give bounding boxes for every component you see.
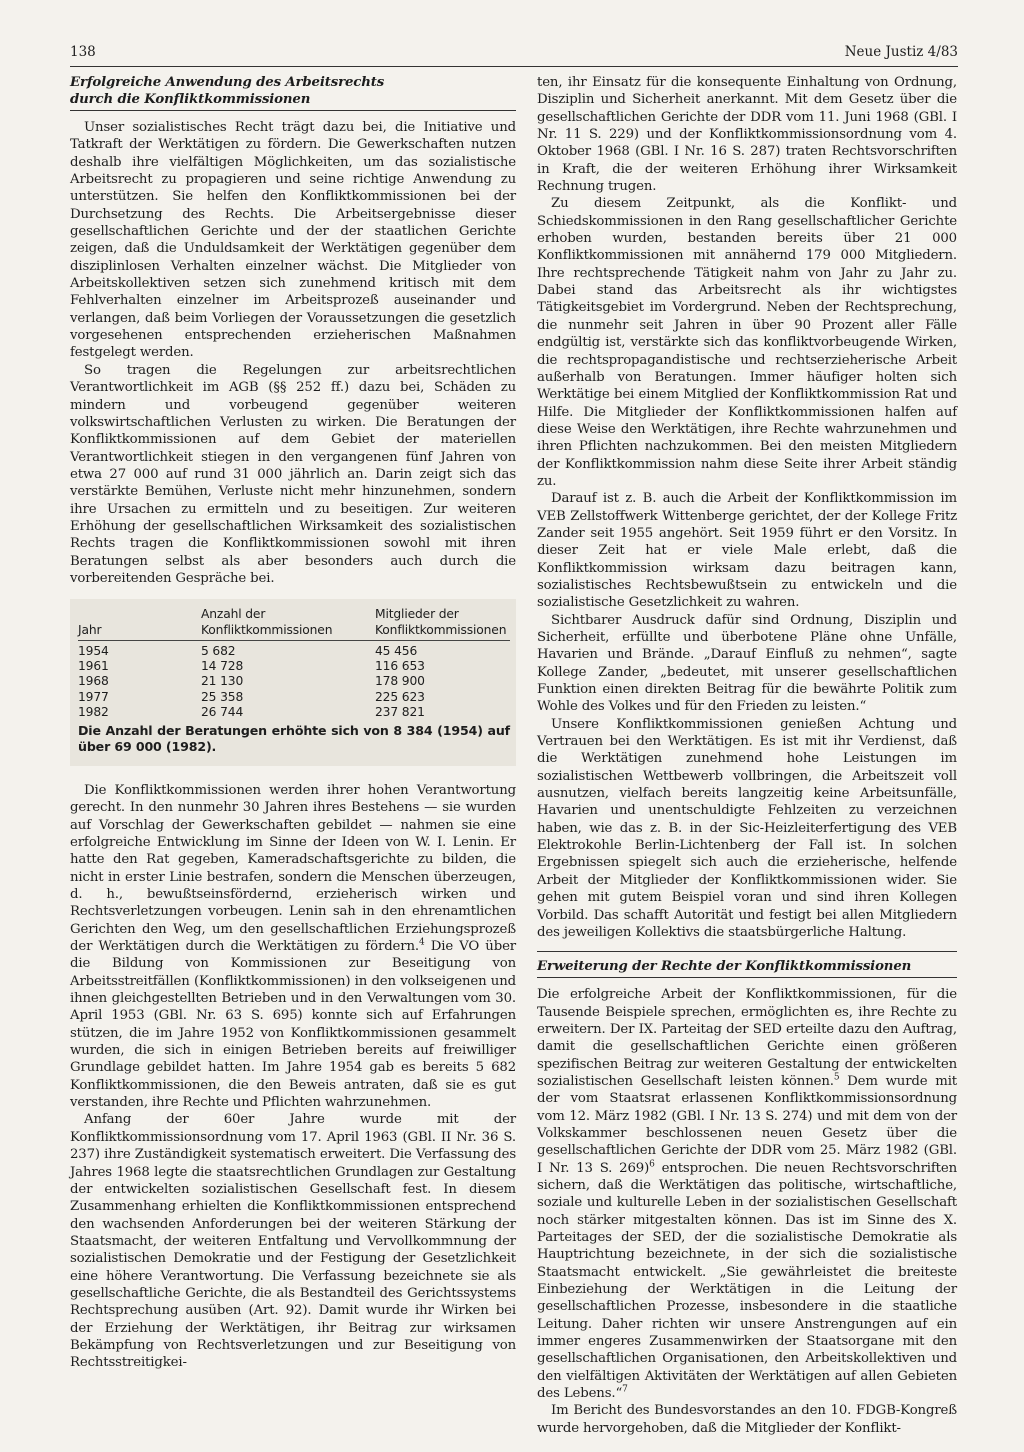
table-cell-members: 178 900 bbox=[375, 674, 425, 689]
table-cell-year: 1977 bbox=[78, 689, 109, 704]
statistics-table bbox=[70, 599, 516, 766]
paragraph-text: Die erfolgreiche Arbeit der Konfliktkommissionen, für die Tausende Beispiele sprechen, ermöglichten es, ihre Rechte zu erweitern. Der IX. Parteitag der SED erteilte dazu den Auftrag, damit die gesellschaftlichen Gerichte einen größeren spezifischen Beitrag zur weiteren Gestaltung der entwickelten sozialistischen Gesellschaft leisten können. bbox=[537, 987, 957, 1089]
page-header bbox=[70, 40, 958, 67]
section-heading-1-line2: durch die Konfliktkommissionen bbox=[70, 92, 311, 107]
table-cell-members: 116 653 bbox=[375, 659, 425, 674]
table-cell-year: 1954 bbox=[78, 643, 109, 658]
table-cell-count: 5 682 bbox=[201, 643, 236, 658]
paragraph: Im Bericht des Bundesvorstandes an den 10. FDGB-Kongreß wurde hervorgehoben, daß die Mitglieder der Konflikt- bbox=[537, 1403, 957, 1436]
paragraph: Sichtbarer Ausdruck dafür sind Ordnung, Disziplin und Sicherheit, erfüllte und überbotene Pläne ohne Unfälle, Havarien und Brände. „Darauf Einfluß zu nehmen“, sagte Kollege Zander, „bedeutet, mit unserer gesellschaftlichen Funktion einen direkten Beitrag für die bewährte Politik zum Wohle des Volkes und für den Frieden zu leisten.“ bbox=[537, 612, 957, 715]
table-row bbox=[78, 705, 510, 720]
table-cell-count: 26 744 bbox=[201, 705, 244, 720]
paragraph: Unsere Konfliktkommissionen genießen Achtung und Vertrauen bei den Werktätigen. Es ist mit ihr Verdienst, daß die Werktätigen zunehmend hohe Leistungen im sozialistischen Wettbewerb vollbringen, die Arbeitszeit voll ausnutzen, vielfach bereits langzeitig keine Arbeitsunfälle, Havarien und unentschuldigte Fehlzeiten zu verzeichnen haben, wie das z. B. in der Sic-Heizleiterfertigung des VEB Elektrokohle Berlin-Lichtenberg der Fall ist. In solchen Ergebnissen spiegelt sich auch die erzieherische, helfende Arbeit der Mitglieder der Konfliktkommissionen wider. Sie gehen mit gutem Beispiel voran und sind ihren Kollegen Vorbild. Das schafft Autorität und festigt bei allen Mitgliedern des jeweiligen Kollektivs die staatsbürgerliche Haltung. bbox=[537, 716, 957, 940]
paragraph bbox=[70, 782, 516, 1112]
footnote-ref: 7 bbox=[622, 1384, 628, 1395]
paragraph: Zu diesem Zeitpunkt, als die Konflikt- und Schiedskommissionen in den Rang gesellschaftlicher Gerichte erhoben wurden, bestanden bereits über 21 000 Konfliktkommissionen mit annähernd 179 000 Mitgliedern. Ihre rechtsprechende Tätigkeit nahm von Jahr zu Jahr zu. Dabei stand das Arbeitsrecht als ihr wichtigstes Tätigkeitsgebiet im Vordergrund. Neben der Rechtsprechung, die nunmehr seit Jahren in über 90 Prozent aller Fälle endgültig ist, verstärkte sich das konfliktvorbeugende Wirken, die rechtspropagandistische und rechtserzieherische Arbeit außerhalb von Beratungen. Immer häufiger holten sich Werktätige bei einem Mitglied der Konfliktkommission Rat und Hilfe. Die Mitglieder der Konfliktkommissionen halfen auf diese Weise den Werktätigen, ihre Rechte wahrzunehmen und ihren Pflichten nachzukommen. Bei den meisten Mitgliedern der Konfliktkommission nahm diese Seite ihrer Arbeit ständig zu. bbox=[537, 196, 957, 489]
column-header-members: Mitglieder der Konfliktkommissionen bbox=[359, 607, 510, 640]
column-header-count: Anzahl der Konfliktkommissionen bbox=[183, 607, 359, 640]
paragraph-text: Die VO über die Bildung von Kommissionen zur Beseitigung von Arbeitsstreitfällen (Konfliktkommissionen) in den volkseigenen und ihnen gleichgestellten Betrieben und in den Verwaltungen vom 30. April 1953 (GBl. Nr. 63 S. 695) konnte sich auf Erfahrungen stützen, die im Jahre 1952 von Konfliktkommissionen gesammelt wurden, die sich in einigen Betrieben bereits auf freiwilliger Grundlage gebildet hatten. Im Jahre 1954 gab es bereits 5 682 Konfliktkommissionen, die den Beweis antraten, daß sie es gut verstanden, ihre Rechte und Pflichten wahrzunehmen. bbox=[70, 939, 517, 1111]
footnote-ref: 4 bbox=[418, 937, 425, 948]
table-row bbox=[78, 690, 510, 705]
footnote-ref: 5 bbox=[833, 1072, 840, 1083]
table-cell-members: 237 821 bbox=[375, 705, 425, 720]
paragraph bbox=[537, 986, 957, 1402]
table-cell-members: 225 623 bbox=[375, 689, 425, 704]
section-heading-2: Erweiterung der Rechte der Konfliktkommissionen bbox=[537, 951, 957, 978]
section-heading-1 bbox=[70, 74, 516, 111]
paragraph: Darauf ist z. B. auch die Arbeit der Konfliktkommission im VEB Zellstoffwerk Wittenberge gerichtet, der der Kollege Fritz Zander seit 1955 angehört. Seit 1959 führt er den Vorsitz. In dieser Zeit hat er viele Male erlebt, daß die Konfliktkommission wirksam dazu beitragen kann, sozialistisches Rechtsbewußtsein zu entwickeln und die sozialistische Gesetzlichkeit zu wahren. bbox=[537, 491, 957, 611]
table-cell-count: 25 358 bbox=[201, 689, 244, 704]
journal-issue: Neue Justiz 4/83 bbox=[844, 44, 958, 60]
section-heading-1-line1: Erfolgreiche Anwendung des Arbeitsrechts bbox=[70, 75, 385, 90]
table-cell-year: 1968 bbox=[78, 674, 109, 689]
paragraph: Anfang der 60er Jahre wurde mit der Konfliktkommissionsordnung vom 17. April 1963 (GBl. II Nr. 36 S. 237) ihre Zuständigkeit systematisch erweitert. Die Verfassung des Jahres 1968 legte die staatsrechtlichen Grundlagen zur Gestaltung der entwickelten sozialistischen Gesellschaft fest. In diesem Zusammenhang erhielten die Konfliktkommissionen entsprechend den wachsenden Anforderungen bei der weiteren Stärkung der Staatsmacht, der weiteren Entfaltung und Vervollkommnung der sozialistischen Demokratie und der Festigung der Gesetzlichkeit eine höhere Verantwortung. Die Verfassung bezeichnete sie als gesellschaftliche Gerichte, die als Bestandteil des Gerichtssystems Rechtsprechung ausüben (Art. 92). Damit wurde ihr Wirken bei der Erziehung der Werktätigen, ihr Beitrag zur wirksamen Bekämpfung von Rechtsverletzungen und zur Beseitigung von Rechtsstreitigkei- bbox=[70, 1112, 516, 1371]
paragraph: ten, ihr Einsatz für die konsequente Einhaltung von Ordnung, Disziplin und Sicherheit anerkannt. Mit dem Gesetz über die gesellschaftlichen Gerichte der DDR vom 11. Juni 1968 (GBl. I Nr. 11 S. 229) und der Konfliktkommissionsordnung vom 4. Oktober 1968 (GBl. I Nr. 16 S. 287) traten Rechtsvorschriften in Kraft, die der weiteren Erhöhung ihrer Wirksamkeit Rechnung trugen. bbox=[537, 75, 957, 195]
table-row bbox=[78, 640, 510, 659]
paragraph: So tragen die Regelungen zur arbeitsrechtlichen Verantwortlichkeit im AGB (§§ 252 ff.) dazu bei, Schäden zu mindern und vorbeugend gegenüber weiteren volkswirtschaftlichen Verlusten zu wirken. Die Beratungen der Konfliktkommissionen auf dem Gebiet der materiellen Verantwortlichkeit stiegen in den vergangenen fünf Jahren von etwa 27 000 auf rund 31 000 jährlich an. Darin zeigt sich das verstärkte Bemühen, Verluste nicht mehr hinzunehmen, sondern ihre Ursachen zu ermitteln und zu beseitigen. Zur weiteren Erhöhung der gesellschaftlichen Wirksamkeit des sozialistischen Rechts tragen die Konfliktkommissionen sowohl mit ihren Beratungen selbst als aber besonders auch durch die vorbereitenden Gespräche bei. bbox=[70, 362, 516, 586]
table-cell-year: 1982 bbox=[78, 705, 109, 720]
paragraph: Unser sozialistisches Recht trägt dazu bei, die Initiative und Tatkraft der Werktätigen zu fördern. Die Gewerkschaften nutzen deshalb ihre vielfältigen Möglichkeiten, um das sozialistische Arbeitsrecht zu propagieren und seine richtige Anwendung zu unterstützen. Sie helfen den Konfliktkommissionen bei der Durchsetzung des Rechts. Die Arbeitsergebnisse dieser gesellschaftlichen Gerichte und der der staatlichen Gerichte zeigen, daß die Unduldsamkeit der Werktätigen gegenüber dem disziplinlosen Verhalten einzelner wächst. Die Mitglieder von Arbeitskollektiven setzen sich zunehmend kritisch mit dem Fehlverhalten einzelner im Arbeitsprozeß auseinander und verlangen, daß beim Vorliegen der Voraussetzungen die gesetzlich vorgesehenen entsprechenden erzieherischen Maßnahmen festgelegt werden. bbox=[70, 120, 516, 361]
left-column bbox=[70, 74, 516, 1372]
right-column bbox=[537, 74, 957, 1437]
paragraph-text: entsprochen. Die neuen Rechtsvorschriften sichern, daß die Werktätigen das politische, wirtschaftliche, soziale und kulturelle Leben in der sozialistischen Gesellschaft noch stärker mitgestalten können. Das ist im Sinne des X. Parteitages der SED, der die sozialistische Demokratie als Hauptrichtung bezeichnete, in der sich die sozialistische Staatsmacht entwickelt. „Sie gewährleistet die breiteste Einbeziehung der Werktätigen in die Leitung der gesellschaftlichen Prozesse, insbesondere in die staatliche Leitung. Daher richten wir unsere Anstrengungen auf ein immer engeres Zusammenwirken der Staatsorgane mit den gesellschaftlichen Organisationen, den Arbeitskollektiven und den vielfältigen Aktivitäten der Werktätigen auf allen Gebieten des Lebens.“ bbox=[537, 1160, 957, 1402]
table-cell-count: 14 728 bbox=[201, 659, 244, 674]
column-header-year: Jahr bbox=[78, 607, 183, 640]
table-cell-members: 45 456 bbox=[375, 643, 418, 658]
table-note: Die Anzahl der Beratungen erhöhte sich von 8 384 (1954) auf über 69 000 (1982). bbox=[78, 723, 510, 754]
paragraph-text: Die Konfliktkommissionen werden ihrer hohen Verantwortung gerecht. In den nunmehr 30 Jahren ihres Bestehens — sie wurden auf Vorschlag der Gewerkschaften gebildet — nahmen sie eine erfolgreiche Entwicklung im Sinne der Ideen von W. I. Lenin. Er hatte den Rat gegeben, Kameradschaftsgerichte zu bilden, die nicht in erster Linie bestrafen, sondern die Menschen überzeugen, d. h., bewußtseinsfördernd, erzieherisch wirken und Rechtsverletzungen vorbeugen. Lenin sah in den ehrenamtlichen Gerichten den Weg, um den gesellschaftlichen Erziehungsprozeß der Werktätigen durch die Werktätigen zu fördern. bbox=[70, 782, 516, 955]
table-cell-count: 21 130 bbox=[201, 674, 244, 689]
table-row bbox=[78, 674, 510, 689]
footnote-ref: 6 bbox=[649, 1159, 655, 1170]
table-row bbox=[78, 659, 510, 674]
paragraph-text: Dem wurde mit der vom Staatsrat erlassenen Konfliktkommissionsordnung vom 12. März 1982 (GBl. I Nr. 13 S. 274) und mit dem von der Volkskammer beschlossenen neuen Gesetz über die gesellschaftlichen Gerichte der DDR vom 25. März 1982 (GBl. I Nr. 13 S. 269) bbox=[537, 1073, 958, 1176]
table-cell-year: 1961 bbox=[78, 659, 109, 674]
page-number: 138 bbox=[70, 44, 96, 60]
